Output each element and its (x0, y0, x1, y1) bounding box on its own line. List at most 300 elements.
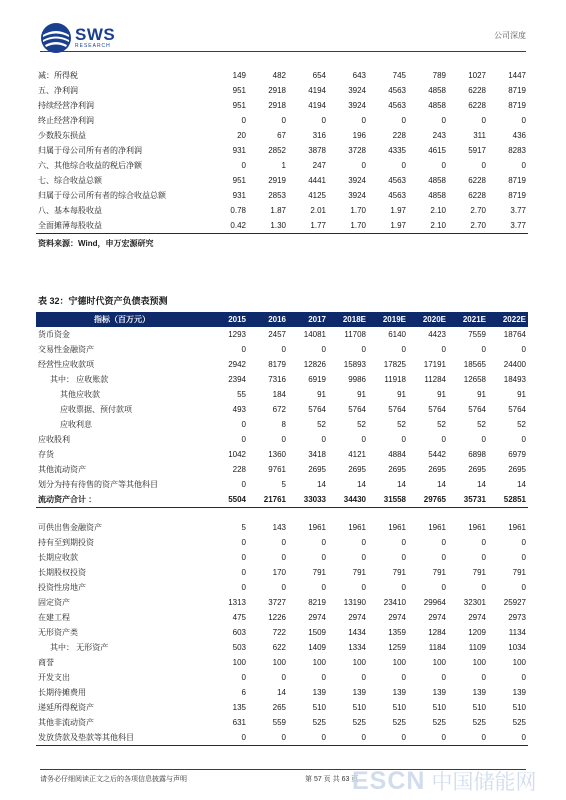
watermark-cn: 中国储能网 (431, 770, 537, 794)
value-cell: 2.01 (310, 206, 326, 215)
value-cell: 4615 (428, 146, 446, 155)
value-cell: 791 (472, 568, 486, 577)
value-cell: 5442 (428, 450, 446, 459)
table-row (36, 113, 528, 128)
table-row (36, 387, 528, 402)
value-cell: 0 (241, 420, 246, 429)
value-cell: 100 (432, 658, 446, 667)
value-cell: 0 (281, 116, 286, 125)
value-cell: 0 (361, 116, 366, 125)
value-cell: 6228 (468, 191, 486, 200)
table-row (36, 372, 528, 387)
balance-sheet-table (36, 312, 528, 746)
value-cell: 559 (272, 718, 286, 727)
income-statement-table (36, 68, 528, 234)
value-cell: 100 (232, 658, 246, 667)
value-cell: 8 (281, 420, 286, 429)
value-cell: 0 (521, 553, 526, 562)
value-cell: 2974 (388, 613, 406, 622)
value-cell: 100 (392, 658, 406, 667)
table-row (36, 402, 528, 417)
value-cell: 91 (357, 390, 366, 399)
value-cell: 2.70 (470, 206, 486, 215)
table-row (36, 477, 528, 492)
value-cell: 8283 (508, 146, 526, 155)
value-cell: 0 (521, 345, 526, 354)
row-label: 归属于母公司所有者的净利润 (38, 146, 142, 155)
value-cell: 0 (521, 538, 526, 547)
value-cell: 2695 (508, 465, 526, 474)
value-cell: 0.78 (230, 206, 246, 215)
value-cell: 0 (481, 345, 486, 354)
value-cell: 1434 (348, 628, 366, 637)
value-cell: 951 (232, 176, 246, 185)
value-cell: 2973 (508, 613, 526, 622)
value-cell: 100 (472, 658, 486, 667)
value-cell: 745 (392, 71, 406, 80)
value-cell: 4858 (428, 191, 446, 200)
value-cell: 0 (241, 435, 246, 444)
row-label: 七、综合收益总额 (38, 176, 102, 185)
value-cell: 1.70 (350, 206, 366, 215)
value-cell: 5764 (468, 405, 486, 414)
value-cell: 2.70 (448, 218, 488, 234)
value-cell: 2853 (268, 191, 286, 200)
row-label: 应收票据、预付款项 (60, 405, 132, 414)
value-cell: 3878 (308, 146, 326, 155)
value-cell: 0 (241, 553, 246, 562)
value-cell: 0 (441, 553, 446, 562)
row-label: 六、其他综合收益的税后净额 (38, 161, 142, 170)
value-cell: 4335 (388, 146, 406, 155)
value-cell: 525 (392, 718, 406, 727)
value-cell: 21761 (248, 492, 288, 508)
value-cell: 0 (441, 116, 446, 125)
table-row (36, 565, 528, 580)
value-cell: 8719 (508, 86, 526, 95)
value-cell: 0 (281, 538, 286, 547)
value-cell: 0 (401, 553, 406, 562)
value-cell: 1961 (348, 523, 366, 532)
value-cell: 1259 (388, 643, 406, 652)
row-label: 归属于母公司所有者的综合收益总额 (38, 191, 166, 200)
table-row (36, 357, 528, 372)
row-label: 八、基本每股收益 (38, 206, 102, 215)
year-header-cell: 2021E (448, 312, 488, 327)
value-cell: 13190 (343, 598, 366, 607)
year-header-cell: 2015 (208, 312, 248, 327)
value-cell: 11284 (424, 375, 446, 384)
value-cell: 4194 (308, 101, 326, 110)
value-cell: 2695 (428, 465, 446, 474)
value-cell: 8719 (508, 101, 526, 110)
value-cell: 0 (281, 345, 286, 354)
value-cell: 5764 (428, 405, 446, 414)
value-cell: 931 (232, 191, 246, 200)
value-cell: 0 (441, 435, 446, 444)
value-cell: 5 (241, 523, 246, 532)
value-cell: 0 (248, 730, 288, 746)
value-cell: 7316 (268, 375, 286, 384)
value-cell: 0 (521, 583, 526, 592)
value-cell: 2974 (468, 613, 486, 622)
value-cell: 31558 (368, 492, 408, 508)
value-cell: 1293 (228, 330, 246, 339)
value-cell: 0 (361, 435, 366, 444)
value-cell: 4563 (388, 101, 406, 110)
table-row (36, 173, 528, 188)
value-cell: 1.97 (390, 206, 406, 215)
value-cell: 1134 (508, 628, 526, 637)
value-cell: 9986 (348, 375, 366, 384)
value-cell: 1961 (508, 523, 526, 532)
value-cell: 503 (232, 643, 246, 652)
value-cell: 1.77 (288, 218, 328, 234)
value-cell: 0 (401, 116, 406, 125)
value-cell: 510 (512, 703, 526, 712)
value-cell: 0 (241, 345, 246, 354)
value-cell: 1.97 (368, 218, 408, 234)
value-cell: 4121 (348, 450, 366, 459)
value-cell: 184 (272, 390, 286, 399)
value-cell: 791 (352, 568, 366, 577)
value-cell: 23410 (383, 598, 406, 607)
value-cell: 0 (241, 538, 246, 547)
table-row (36, 447, 528, 462)
table-row (36, 417, 528, 432)
sws-logo-icon (40, 22, 72, 54)
value-cell: 2457 (268, 330, 286, 339)
value-cell: 0 (401, 435, 406, 444)
value-cell: 0 (241, 116, 246, 125)
value-cell: 6979 (508, 450, 526, 459)
value-cell: 3924 (348, 191, 366, 200)
value-cell: 17191 (423, 360, 446, 369)
row-label: 长期待摊费用 (38, 688, 86, 697)
value-cell: 14081 (303, 330, 326, 339)
value-cell: 0 (321, 583, 326, 592)
value-cell: 0 (481, 673, 486, 682)
row-label: 终止经营净利润 (38, 116, 94, 125)
value-cell: 265 (272, 703, 286, 712)
value-cell: 139 (352, 688, 366, 697)
table-row (36, 492, 528, 508)
value-cell: 6228 (468, 86, 486, 95)
value-cell: 9761 (268, 465, 286, 474)
value-cell: 4858 (428, 176, 446, 185)
value-cell: 1226 (268, 613, 286, 622)
table-row (36, 158, 528, 173)
row-label: 五、净利润 (38, 86, 78, 95)
value-cell: 20 (237, 131, 246, 140)
value-cell: 247 (312, 161, 326, 170)
value-cell: 0 (321, 116, 326, 125)
row-label: 其他非流动资产 (38, 718, 94, 727)
row-label: 长期应收款 (38, 553, 78, 562)
value-cell: 6140 (388, 330, 406, 339)
value-cell: 722 (272, 628, 286, 637)
value-cell: 525 (472, 718, 486, 727)
table-row (36, 700, 528, 715)
value-cell: 52 (357, 420, 366, 429)
row-label: 其中： 无形资产 (50, 643, 109, 652)
value-cell: 91 (317, 390, 326, 399)
table-row (36, 520, 528, 535)
value-cell: 5 (281, 480, 286, 489)
value-cell: 29765 (408, 492, 448, 508)
row-label: 其中： 应收账款 (50, 375, 109, 384)
value-cell: 11918 (384, 375, 406, 384)
row-label: 其他流动资产 (38, 465, 86, 474)
value-cell: 1034 (508, 643, 526, 652)
escn-watermark (352, 766, 536, 796)
value-cell: 3924 (348, 101, 366, 110)
value-cell: 18764 (503, 330, 526, 339)
table-header-row (36, 312, 528, 327)
value-cell: 29964 (423, 598, 446, 607)
value-cell: 1109 (468, 643, 486, 652)
value-cell: 475 (232, 613, 246, 622)
table-row (36, 670, 528, 685)
value-cell: 5764 (348, 405, 366, 414)
table-row (36, 550, 528, 565)
value-cell: 493 (232, 405, 246, 414)
value-cell: 0 (441, 538, 446, 547)
value-cell: 2919 (268, 176, 286, 185)
value-cell: 0 (281, 673, 286, 682)
value-cell: 0 (521, 161, 526, 170)
value-cell: 4441 (308, 176, 326, 185)
value-cell: 791 (432, 568, 446, 577)
row-label: 应收利息 (60, 420, 92, 429)
value-cell: 2394 (228, 375, 246, 384)
row-label: 减：所得税 (38, 71, 78, 80)
value-cell: 510 (432, 703, 446, 712)
value-cell: 0 (521, 116, 526, 125)
value-cell: 0 (521, 435, 526, 444)
value-cell: 91 (517, 390, 526, 399)
value-cell: 1359 (388, 628, 406, 637)
watermark-en: ESCN (352, 767, 426, 795)
table-row (36, 83, 528, 98)
value-cell: 0 (361, 538, 366, 547)
value-cell: 510 (312, 703, 326, 712)
value-cell: 4884 (388, 450, 406, 459)
value-cell: 0 (481, 161, 486, 170)
value-cell: 1 (281, 161, 286, 170)
value-cell: 91 (437, 390, 446, 399)
value-cell: 3727 (268, 598, 286, 607)
value-cell: 1209 (468, 628, 486, 637)
value-cell: 0 (281, 553, 286, 562)
value-cell: 0 (321, 435, 326, 444)
sws-logo (40, 22, 115, 54)
value-cell: 4858 (428, 101, 446, 110)
value-cell: 510 (472, 703, 486, 712)
value-cell: 1027 (468, 71, 486, 80)
table-row (36, 730, 528, 746)
value-cell: 0 (408, 730, 448, 746)
value-cell: 12826 (303, 360, 326, 369)
logo-wordmark: SWS (75, 25, 116, 44)
value-cell: 0 (441, 345, 446, 354)
value-cell: 3728 (348, 146, 366, 155)
value-cell: 12658 (463, 375, 486, 384)
value-cell: 0 (241, 673, 246, 682)
value-cell: 4563 (388, 176, 406, 185)
value-cell: 2918 (268, 86, 286, 95)
logo-subtext: RESEARCH (75, 43, 111, 49)
row-label: 划分为持有待售的资产等其他科目 (38, 480, 158, 489)
value-cell: 0 (241, 161, 246, 170)
row-label: 无形资产类 (38, 628, 78, 637)
value-cell: 17825 (383, 360, 406, 369)
table-row (36, 462, 528, 477)
value-cell: 15893 (343, 360, 366, 369)
value-cell: 14 (317, 480, 326, 489)
value-cell: 1284 (428, 628, 446, 637)
value-cell: 91 (477, 390, 486, 399)
row-label: 商誉 (38, 658, 54, 667)
table-row (36, 342, 528, 357)
row-label: 递延所得税资产 (38, 703, 94, 712)
value-cell: 3418 (308, 450, 326, 459)
value-cell: 52 (477, 420, 486, 429)
year-header-cell: 2016 (248, 312, 288, 327)
value-cell: 1042 (228, 450, 246, 459)
table-row (36, 580, 528, 595)
value-cell: 0 (448, 730, 488, 746)
value-cell: 1961 (468, 523, 486, 532)
table-row (36, 327, 528, 342)
page-number: 第 57 页 共 63 页 (305, 776, 359, 783)
value-cell: 35731 (448, 492, 488, 508)
row-label: 在建工程 (38, 613, 70, 622)
header-label-cell: 指标（百万元） (36, 312, 208, 327)
value-cell: 139 (312, 688, 326, 697)
value-cell: 672 (272, 405, 286, 414)
value-cell: 91 (397, 390, 406, 399)
value-cell: 631 (232, 718, 246, 727)
value-cell: 0 (481, 435, 486, 444)
value-cell: 0 (241, 480, 246, 489)
value-cell: 2695 (308, 465, 326, 474)
value-cell: 52851 (488, 492, 528, 508)
table-row (36, 203, 528, 218)
value-cell: 0 (361, 161, 366, 170)
value-cell: 228 (232, 465, 246, 474)
value-cell: 5764 (388, 405, 406, 414)
value-cell: 316 (312, 131, 326, 140)
value-cell: 791 (312, 568, 326, 577)
value-cell: 5504 (208, 492, 248, 508)
value-cell: 243 (432, 131, 446, 140)
value-cell: 33033 (288, 492, 328, 508)
value-cell: 2695 (468, 465, 486, 474)
value-cell: 143 (272, 523, 286, 532)
value-cell: 0 (521, 673, 526, 682)
value-cell: 1313 (228, 598, 246, 607)
value-cell: 0 (208, 730, 248, 746)
value-cell: 951 (232, 86, 246, 95)
row-label: 开发支出 (38, 673, 70, 682)
value-cell: 1961 (308, 523, 326, 532)
value-cell: 4563 (388, 86, 406, 95)
table-row (36, 595, 528, 610)
value-cell: 3924 (348, 86, 366, 95)
value-cell: 0 (401, 673, 406, 682)
value-cell: 0 (321, 553, 326, 562)
year-header-cell: 2017 (288, 312, 328, 327)
value-cell: 791 (392, 568, 406, 577)
value-cell: 2695 (348, 465, 366, 474)
value-cell: 52 (317, 420, 326, 429)
value-cell: 0 (321, 673, 326, 682)
value-cell: 6 (241, 688, 246, 697)
table-row (36, 610, 528, 625)
value-cell: 149 (232, 71, 246, 80)
value-cell: 1184 (428, 643, 446, 652)
disclaimer-text: 请务必仔细阅读正文之后的各项信息披露与声明 (40, 776, 187, 783)
value-cell: 7559 (468, 330, 486, 339)
value-cell: 525 (512, 718, 526, 727)
value-cell: 0 (401, 345, 406, 354)
value-cell: 6919 (308, 375, 326, 384)
value-cell: 2695 (388, 465, 406, 474)
value-cell: 654 (312, 71, 326, 80)
value-cell: 1447 (508, 71, 526, 80)
value-cell: 135 (232, 703, 246, 712)
value-cell: 14 (477, 480, 486, 489)
value-cell: 0 (281, 435, 286, 444)
value-cell: 5764 (308, 405, 326, 414)
value-cell: 196 (352, 131, 366, 140)
row-label: 持有至到期投资 (38, 538, 94, 547)
value-cell: 2918 (268, 101, 286, 110)
value-cell: 1409 (308, 643, 326, 652)
row-label: 少数股东损益 (38, 131, 86, 140)
value-cell: 622 (272, 643, 286, 652)
value-cell: 3.77 (488, 218, 528, 234)
value-cell: 4125 (308, 191, 326, 200)
value-cell: 2942 (228, 360, 246, 369)
value-cell: 5764 (508, 405, 526, 414)
value-cell: 14 (277, 688, 286, 697)
value-cell: 2.10 (408, 218, 448, 234)
value-cell: 0 (441, 583, 446, 592)
spacer-cell (36, 508, 528, 521)
value-cell: 1961 (428, 523, 446, 532)
value-cell: 510 (352, 703, 366, 712)
table-row (36, 535, 528, 550)
page-footer (0, 764, 566, 800)
value-cell: 8179 (268, 360, 286, 369)
table-row (36, 715, 528, 730)
value-cell: 1961 (388, 523, 406, 532)
value-cell: 0 (368, 730, 408, 746)
value-cell: 951 (232, 101, 246, 110)
value-cell: 4423 (428, 330, 446, 339)
year-header-cell: 2020E (408, 312, 448, 327)
table-title: 表 32：宁德时代资产负债表预测 (38, 296, 168, 306)
value-cell: 0 (481, 116, 486, 125)
value-cell: 0 (361, 583, 366, 592)
value-cell: 139 (432, 688, 446, 697)
row-label: 固定资产 (38, 598, 70, 607)
value-cell: 0 (441, 673, 446, 682)
table-row (36, 68, 528, 83)
value-cell: 6228 (468, 101, 486, 110)
